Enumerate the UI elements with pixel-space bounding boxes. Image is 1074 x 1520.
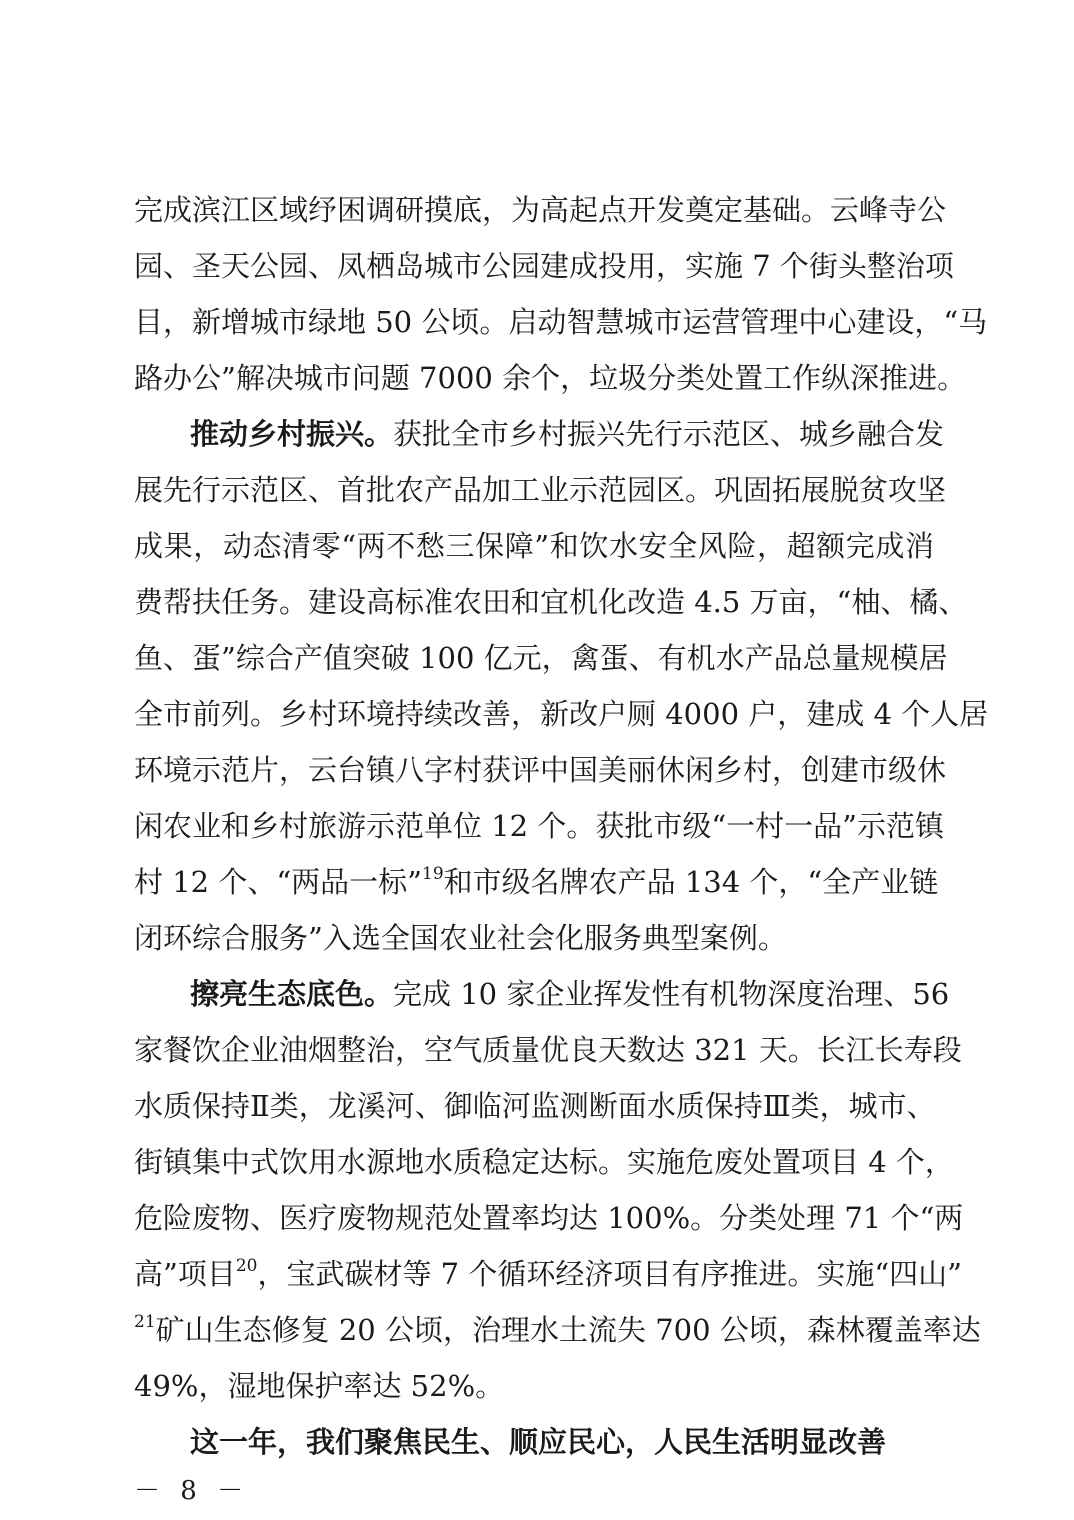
paragraph-line: 园、圣天公园、凤栖岛城市公园建成投用，实施 7 个街头整治项 [134,249,954,283]
paragraph-line [190,974,950,1014]
footnote-ref[interactable]: 21 [134,1312,156,1333]
paragraph-line: 家餐饮企业油烟整治，空气质量优良天数达 321 天。长江长寿段 [134,1033,962,1067]
paragraph-line: 目，新增城市绿地 50 公顷。启动智慧城市运营管理中心建设，“马 [134,305,988,339]
line-text: 高”项目 [134,1257,236,1291]
paragraph-line: 水质保持Ⅱ类，龙溪河、御临河监测断面水质保持Ⅲ类，城市、 [134,1089,936,1123]
line-text: 完成 10 家企业挥发性有机物深度治理、56 [393,977,950,1011]
line-text: 和市级名牌农产品 134 个，“全产业链 [443,865,939,899]
paragraph-line: 49%，湿地保护率达 52%。 [134,1369,505,1403]
paragraph-line: 成果，动态清零“两不愁三保障”和饮水安全风险，超额完成消 [134,529,934,563]
paragraph-line: 鱼、蛋”综合产值突破 100 亿元，禽蛋、有机水产品总量规模居 [134,641,948,675]
paragraph-line: 全市前列。乡村环境持续改善，新改户厕 4000 户，建成 4 个人居 [134,697,989,731]
paragraph-line [134,1310,981,1350]
line-text: 矿山生态修复 20 公顷，治理水土流失 700 公顷，森林覆盖率达 [155,1313,981,1347]
section-heading: 这一年，我们聚焦民生、顺应民心，人民生活明显改善 [190,1425,887,1459]
page-number: － 8 － [134,1476,250,1506]
section-lead: 擦亮生态底色。 [190,977,394,1011]
footnote-ref[interactable]: 19 [422,864,444,885]
line-text: 村 12 个、“两品一标” [134,865,422,899]
paragraph-line: 环境示范片，云台镇八字村获评中国美丽休闲乡村，创建市级休 [134,753,947,787]
paragraph-line [134,1254,963,1294]
paragraph-line: 街镇集中式饮用水源地水质稳定达标。实施危废处置项目 4 个， [134,1145,954,1179]
paragraph-line: 完成滨江区域纾困调研摸底，为高起点开发奠定基础。云峰寺公 [134,193,947,227]
paragraph-line: 路办公”解决城市问题 7000 余个，垃圾分类处置工作纵深推进。 [134,361,967,395]
paragraph-line: 闭环综合服务”入选全国农业社会化服务典型案例。 [134,921,787,955]
paragraph-line: 闲农业和乡村旅游示范单位 12 个。获批市级“一村一品”示范镇 [134,809,944,843]
paragraph-line: 费帮扶任务。建设高标准农田和宜机化改造 4.5 万亩，“柚、橘、 [134,585,968,619]
paragraph-line [134,862,939,902]
paragraph-line [190,414,945,454]
section-lead: 推动乡村振兴。 [190,417,394,451]
paragraph-line: 展先行示范区、首批农产品加工业示范园区。巩固拓展脱贫攻坚 [134,473,947,507]
paragraph-line: 危险废物、医疗废物规范处置率均达 100%。分类处理 71 个“两 [134,1201,964,1235]
line-text: 获批全市乡村振兴先行示范区、城乡融合发 [393,417,945,451]
footnote-ref[interactable]: 20 [235,1256,258,1277]
line-text: ，宝武碳材等 7 个循环经济项目有序推进。实施“四山” [257,1257,963,1291]
